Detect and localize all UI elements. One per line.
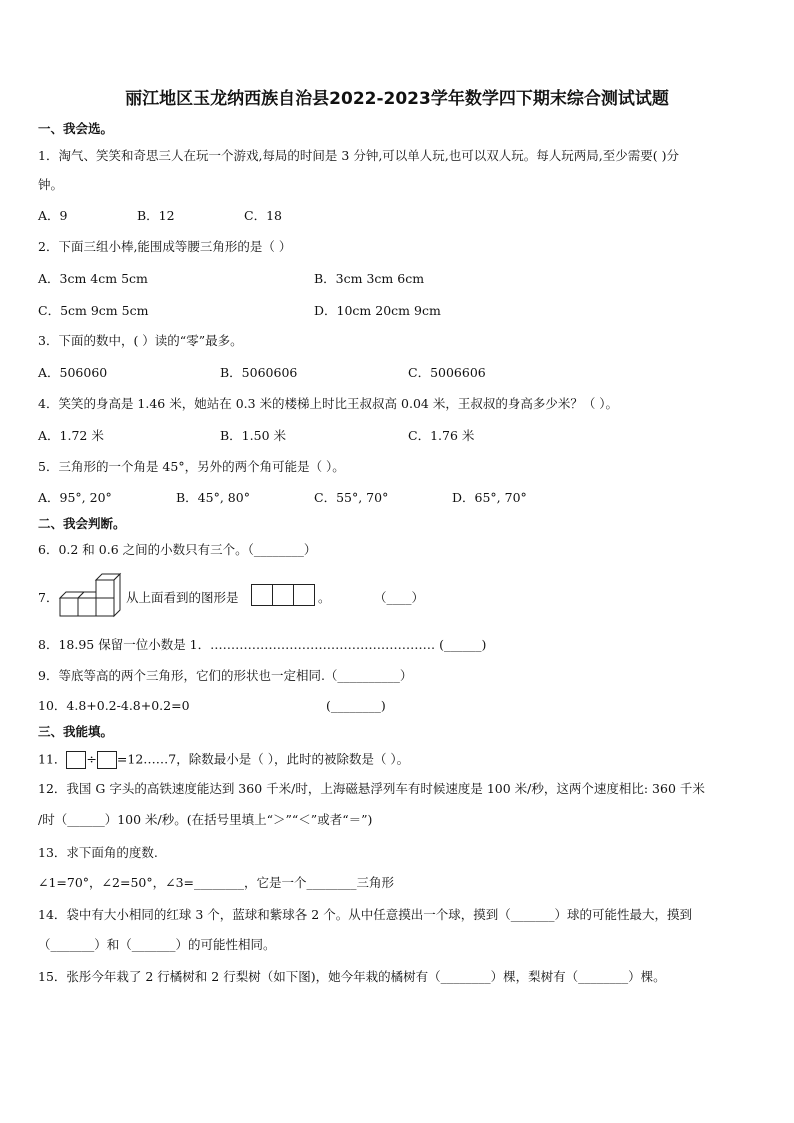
q2-option-b: B．3cm 3cm 6cm <box>314 271 425 286</box>
dividend-box <box>66 751 86 769</box>
section-heading-choice: 一、我会选。 <box>38 121 114 136</box>
top-view-grid <box>252 584 315 606</box>
q4-option-a: A．1.72 米 <box>38 428 104 443</box>
q3-option-b: B．5060606 <box>220 365 298 380</box>
q2-option-d: D．10cm 20cm 9cm <box>314 303 441 318</box>
top-view-cell <box>251 584 273 606</box>
q4-option-c: C．1.76 米 <box>408 428 475 443</box>
question-13-line1: 13．求下面角的度数. <box>38 845 158 860</box>
q1-option-a: A．9 <box>38 208 68 223</box>
question-1-line2: 钟。 <box>38 177 64 192</box>
divisor-box <box>97 751 117 769</box>
q4-option-b: B．1.50 米 <box>220 428 286 443</box>
divide-sign: ÷ <box>86 751 97 767</box>
question-11-text: =12……7，除数最小是（ ），此时的被除数是（ ）。 <box>116 751 410 767</box>
cube-stack-figure <box>58 570 126 620</box>
question-14-line1: 14．袋中有大小相同的红球 3 个，蓝球和紫球各 2 个。从中任意摸出一个球，摸到（_______）球的可能性最大，摸到 <box>38 907 692 922</box>
question-7-number: 7． <box>38 590 59 605</box>
question-6: 6．0.2 和 0.6 之间的小数只有三个。（________） <box>38 542 317 557</box>
q2-option-a: A．3cm 4cm 5cm <box>38 271 148 286</box>
question-4: 4．笑笑的身高是 1.46 米，她站在 0.3 米的楼梯上时比王叔叔高 0.04 米，王叔叔的身高多少米？（ ）。 <box>38 396 619 411</box>
top-view-cell <box>272 584 294 606</box>
question-14-line2: （_______）和（_______）的可能性相同。 <box>38 937 276 952</box>
question-11 <box>38 751 409 769</box>
q1-option-b: B．12 <box>137 208 175 223</box>
q5-option-a: A．95°, 20° <box>38 490 112 505</box>
question-12-line1: 12．我国 G 字头的高铁速度能达到 360 千米/时，上海磁悬浮列车有时候速度是 100 米/秒，这两个速度相比: 360 千米 <box>38 781 705 796</box>
question-7-text: 从上面看到的图形是 <box>126 590 239 605</box>
q1-option-c: C．18 <box>244 208 282 223</box>
question-9: 9．等底等高的两个三角形，它们的形状也一定相同.（__________） <box>38 668 413 683</box>
question-12-line2: /时（______）100 米/秒。(在括号里填上“＞”“＜”或者“＝”) <box>38 812 373 827</box>
top-view-cell <box>293 584 315 606</box>
section-heading-judge: 二、我会判断。 <box>38 516 126 531</box>
q5-option-c: C．55°, 70° <box>314 490 389 505</box>
q2-option-c: C．5cm 9cm 5cm <box>38 303 149 318</box>
question-2: 2．下面三组小棒,能围成等腰三角形的是（ ） <box>38 239 292 254</box>
question-15: 15．张彤今年栽了 2 行橘树和 2 行梨树（如下图)，她今年栽的橘树有（________）棵，梨树有（________）棵。 <box>38 969 666 984</box>
question-7-blank: （____） <box>374 590 425 605</box>
section-heading-fill: 三、我能填。 <box>38 724 114 739</box>
q3-option-c: C．5006606 <box>408 365 486 380</box>
q5-option-b: B．45°, 80° <box>176 490 250 505</box>
q5-option-d: D．65°, 70° <box>452 490 527 505</box>
question-5: 5．三角形的一个角是 45°，另外的两个角可能是（ ）。 <box>38 459 345 474</box>
q3-option-a: A．506060 <box>38 365 108 380</box>
question-10-blank: (________) <box>326 698 386 713</box>
question-10: 10．4.8+0.2-4.8+0.2=0 <box>38 698 190 713</box>
question-1-line1: 1．淘气、笑笑和奇思三人在玩一个游戏,每局的时间是 3 分钟,可以单人玩,也可以双人玩。每人玩两局,至少需要( )分 <box>38 148 679 163</box>
question-13-line2: ∠1=70°，∠2=50°，∠3=________，它是一个________三角形 <box>38 875 395 890</box>
question-8: 8．18.95 保留一位小数是 1．……………………………………………… (______) <box>38 637 487 652</box>
question-11-number: 11． <box>38 751 67 767</box>
page-title: 丽江地区玉龙纳西族自治县2022-2023学年数学四下期末综合测试试题 <box>125 89 669 109</box>
question-3: 3．下面的数中，( ）读的“零”最多。 <box>38 333 243 348</box>
question-7-period: 。 <box>318 590 331 605</box>
